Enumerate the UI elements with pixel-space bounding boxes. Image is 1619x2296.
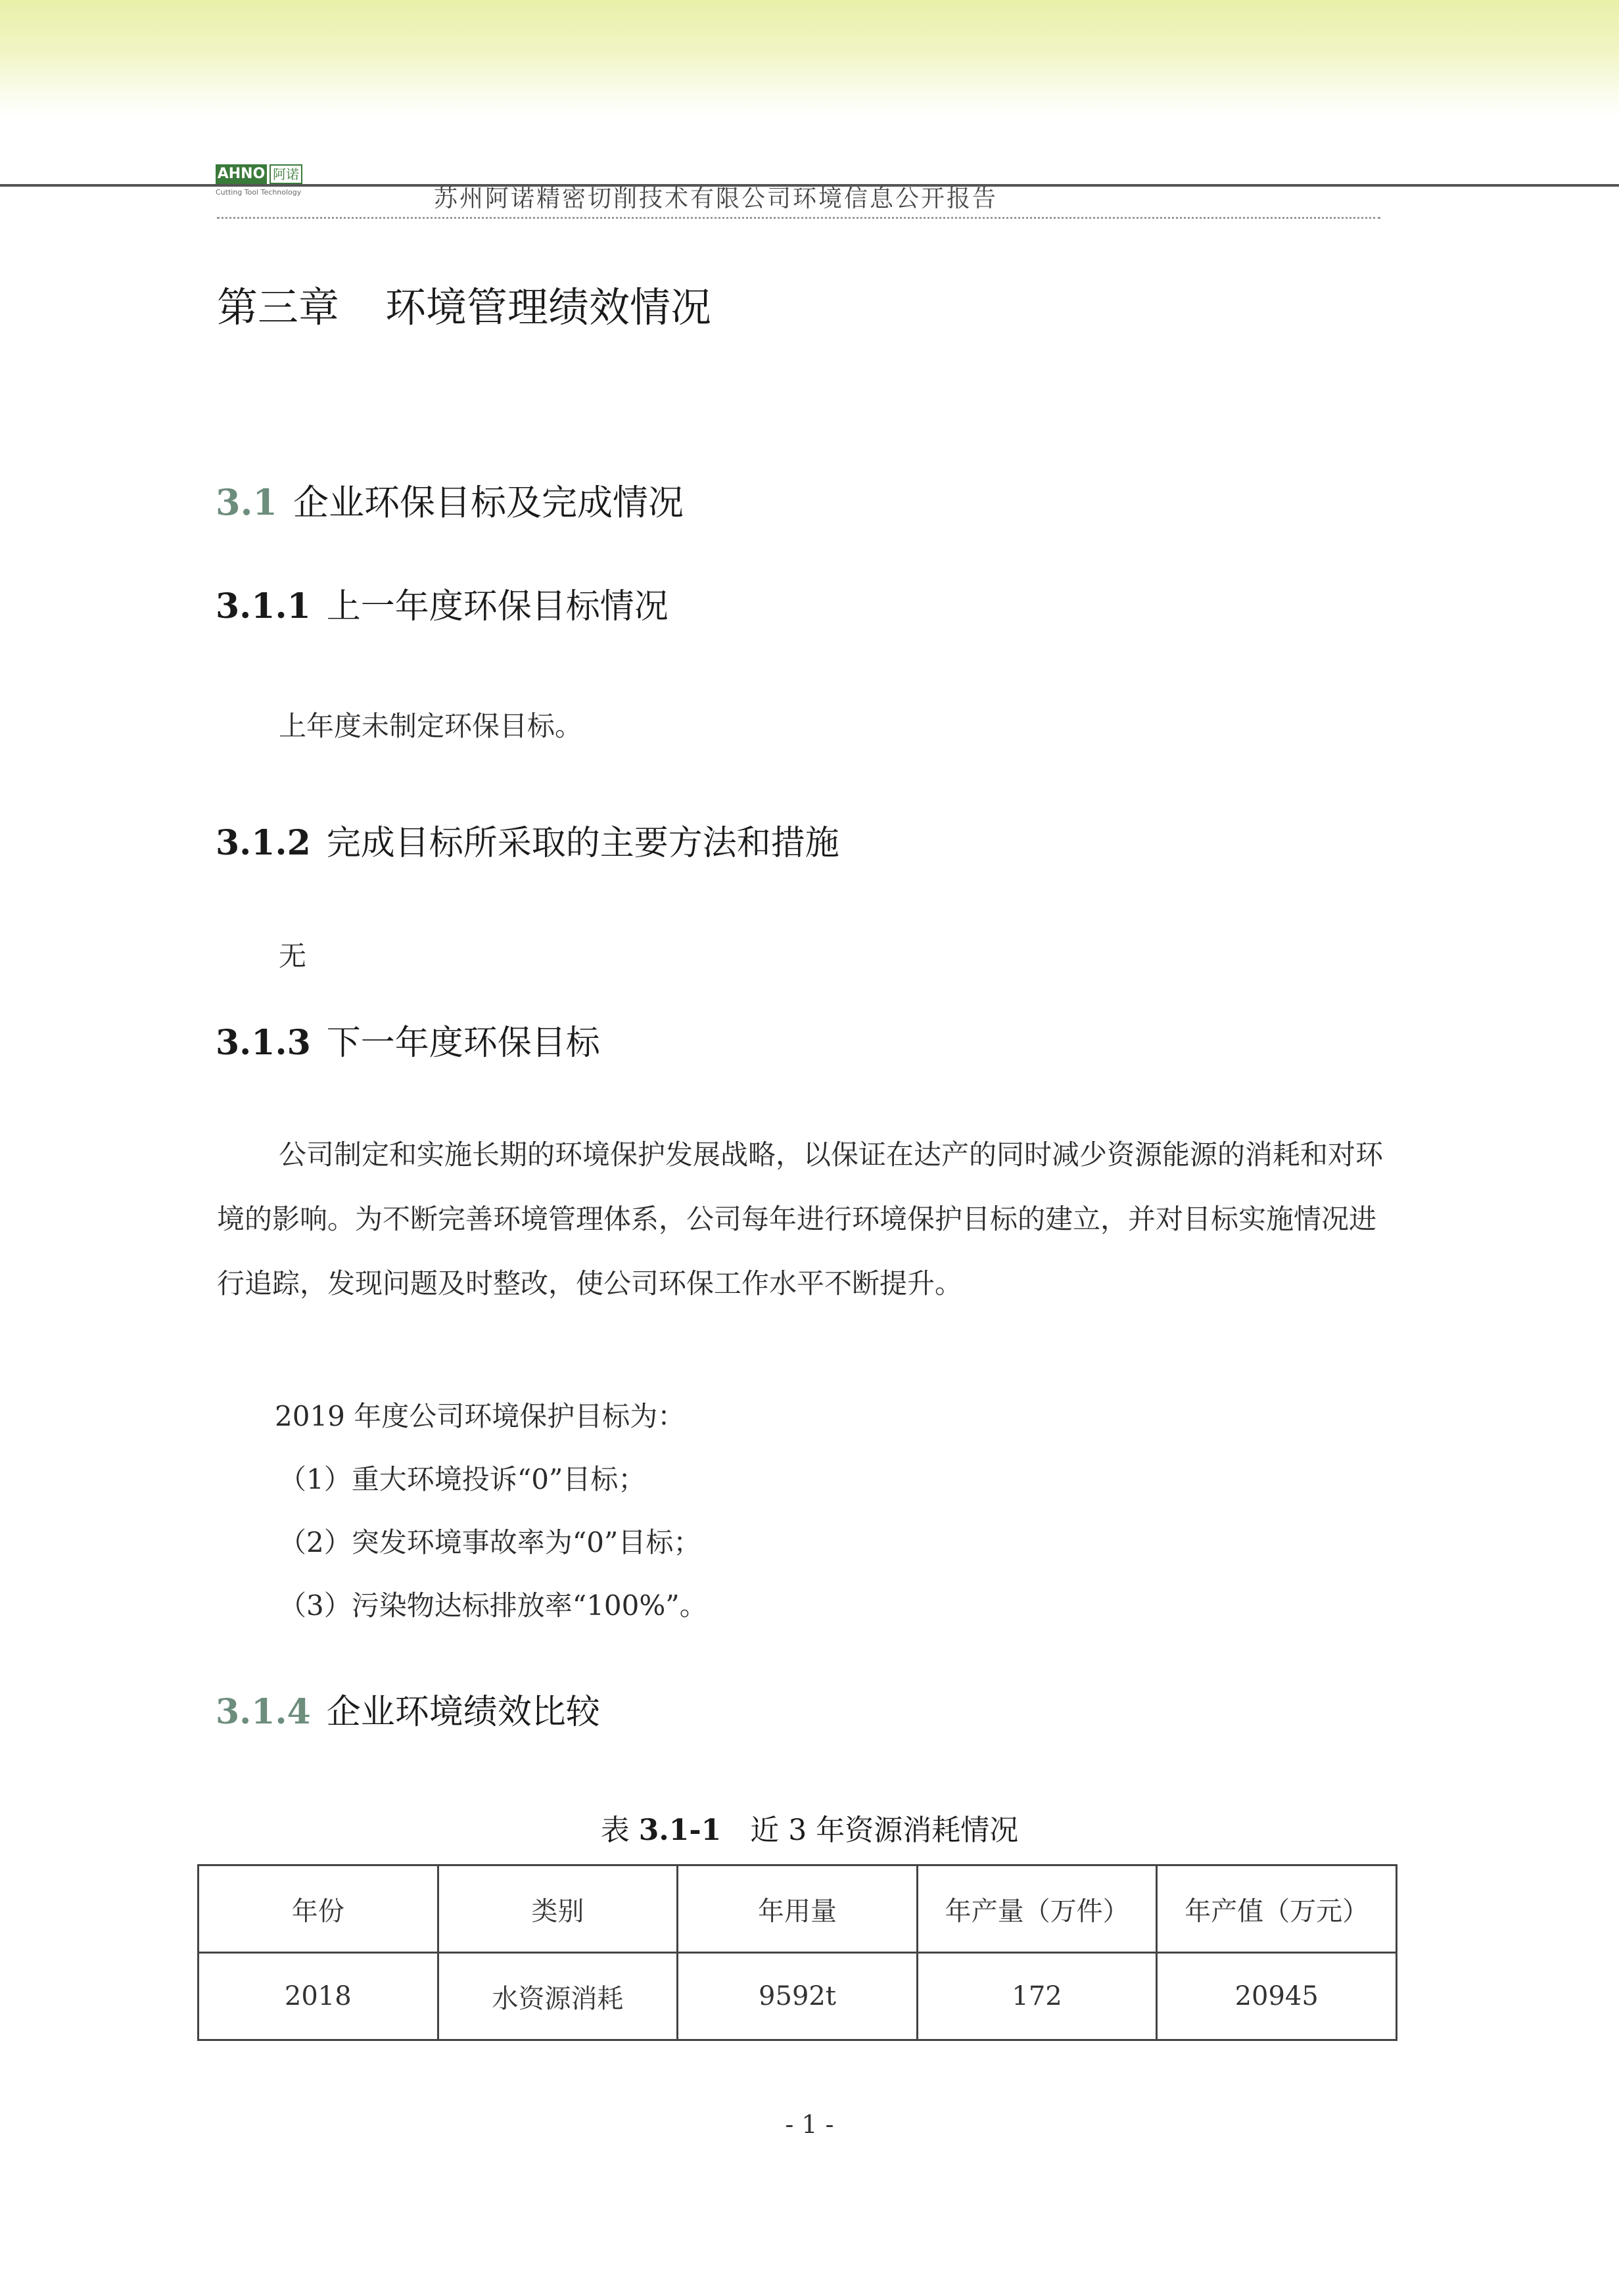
table-header-cell: 年份 (199, 1865, 438, 1953)
chapter-number: 第三章 (217, 283, 340, 331)
section-title: 企业环保目标及完成情况 (293, 482, 684, 523)
goal-item: （2）突发环境事故率为“0”目标； (279, 1526, 701, 1558)
caption-text: 近 3 年资源消耗情况 (750, 1814, 1019, 1847)
page-number: - 1 - (785, 2110, 834, 2139)
chapter-name: 环境管理绩效情况 (385, 283, 712, 331)
section-number: 3.1 (216, 481, 277, 523)
section-3-1-1-heading (216, 578, 669, 628)
header-title: 苏州阿诺精密切削技术有限公司环境信息公开报告 (434, 185, 998, 212)
table-header-cell: 类别 (438, 1865, 678, 1953)
section-title: 上一年度环保目标情况 (326, 587, 669, 626)
header-divider (217, 217, 1380, 219)
section-number: 3.1.1 (216, 586, 311, 626)
section-3-1-heading (216, 475, 684, 525)
section-title: 完成目标所采取的主要方法和措施 (326, 824, 839, 863)
caption-prefix: 表 (600, 1814, 630, 1847)
goals-intro: 2019 年度公司环境保护目标为： (275, 1400, 686, 1432)
table-cell: 172 (917, 1953, 1157, 2040)
resource-consumption-table (197, 1864, 1397, 2041)
section-3-1-1-body: 上年度未制定环保目标。 (279, 710, 583, 742)
logo-mark: AHNO (216, 164, 267, 184)
section-3-1-4-heading (216, 1684, 600, 1733)
table-caption (0, 1806, 1619, 1848)
section-title: 企业环境绩效比较 (326, 1693, 600, 1732)
section-3-1-3-paragraph: 公司制定和实施长期的环境保护发展战略，以保证在达产的同时减少资源能源的消耗和对环境的影响。为不断完善环境管理体系，公司每年进行环境保护目标的建立，并对目标实施情况进行追踪，发现问题及时整改，使公司环保工作水平不断提升。 (217, 1138, 1384, 1300)
section-number: 3.1.3 (216, 1023, 311, 1063)
table-header-row (199, 1865, 1397, 1953)
section-number: 3.1.2 (216, 823, 311, 863)
goal-item: （1）重大环境投诉“0”目标； (279, 1463, 646, 1495)
table-header-cell: 年产量（万件） (917, 1865, 1157, 1953)
company-logo (216, 164, 308, 202)
table-header-cell: 年用量 (678, 1865, 918, 1953)
table-header-cell: 年产值（万元） (1157, 1865, 1397, 1953)
table-row (199, 1953, 1397, 2040)
chapter-heading (217, 275, 711, 333)
table-cell: 9592t (678, 1953, 918, 2040)
table-cell: 20945 (1157, 1953, 1397, 2040)
section-title: 下一年度环保目标 (326, 1023, 600, 1063)
goal-item: （3）污染物达标排放率“100%”。 (279, 1589, 707, 1622)
logo-cn: 阿诺 (270, 164, 302, 184)
scan-top-band (0, 0, 1619, 118)
section-3-1-3-heading (216, 1015, 600, 1064)
section-3-1-2-body: 无 (279, 940, 307, 972)
logo-subtitle: Cutting Tool Technology (216, 188, 302, 197)
table-cell: 2018 (199, 1953, 438, 2040)
caption-number: 3.1-1 (638, 1814, 722, 1847)
section-number: 3.1.4 (216, 1692, 311, 1732)
section-3-1-2-heading (216, 815, 839, 864)
table-cell: 水资源消耗 (438, 1953, 678, 2040)
